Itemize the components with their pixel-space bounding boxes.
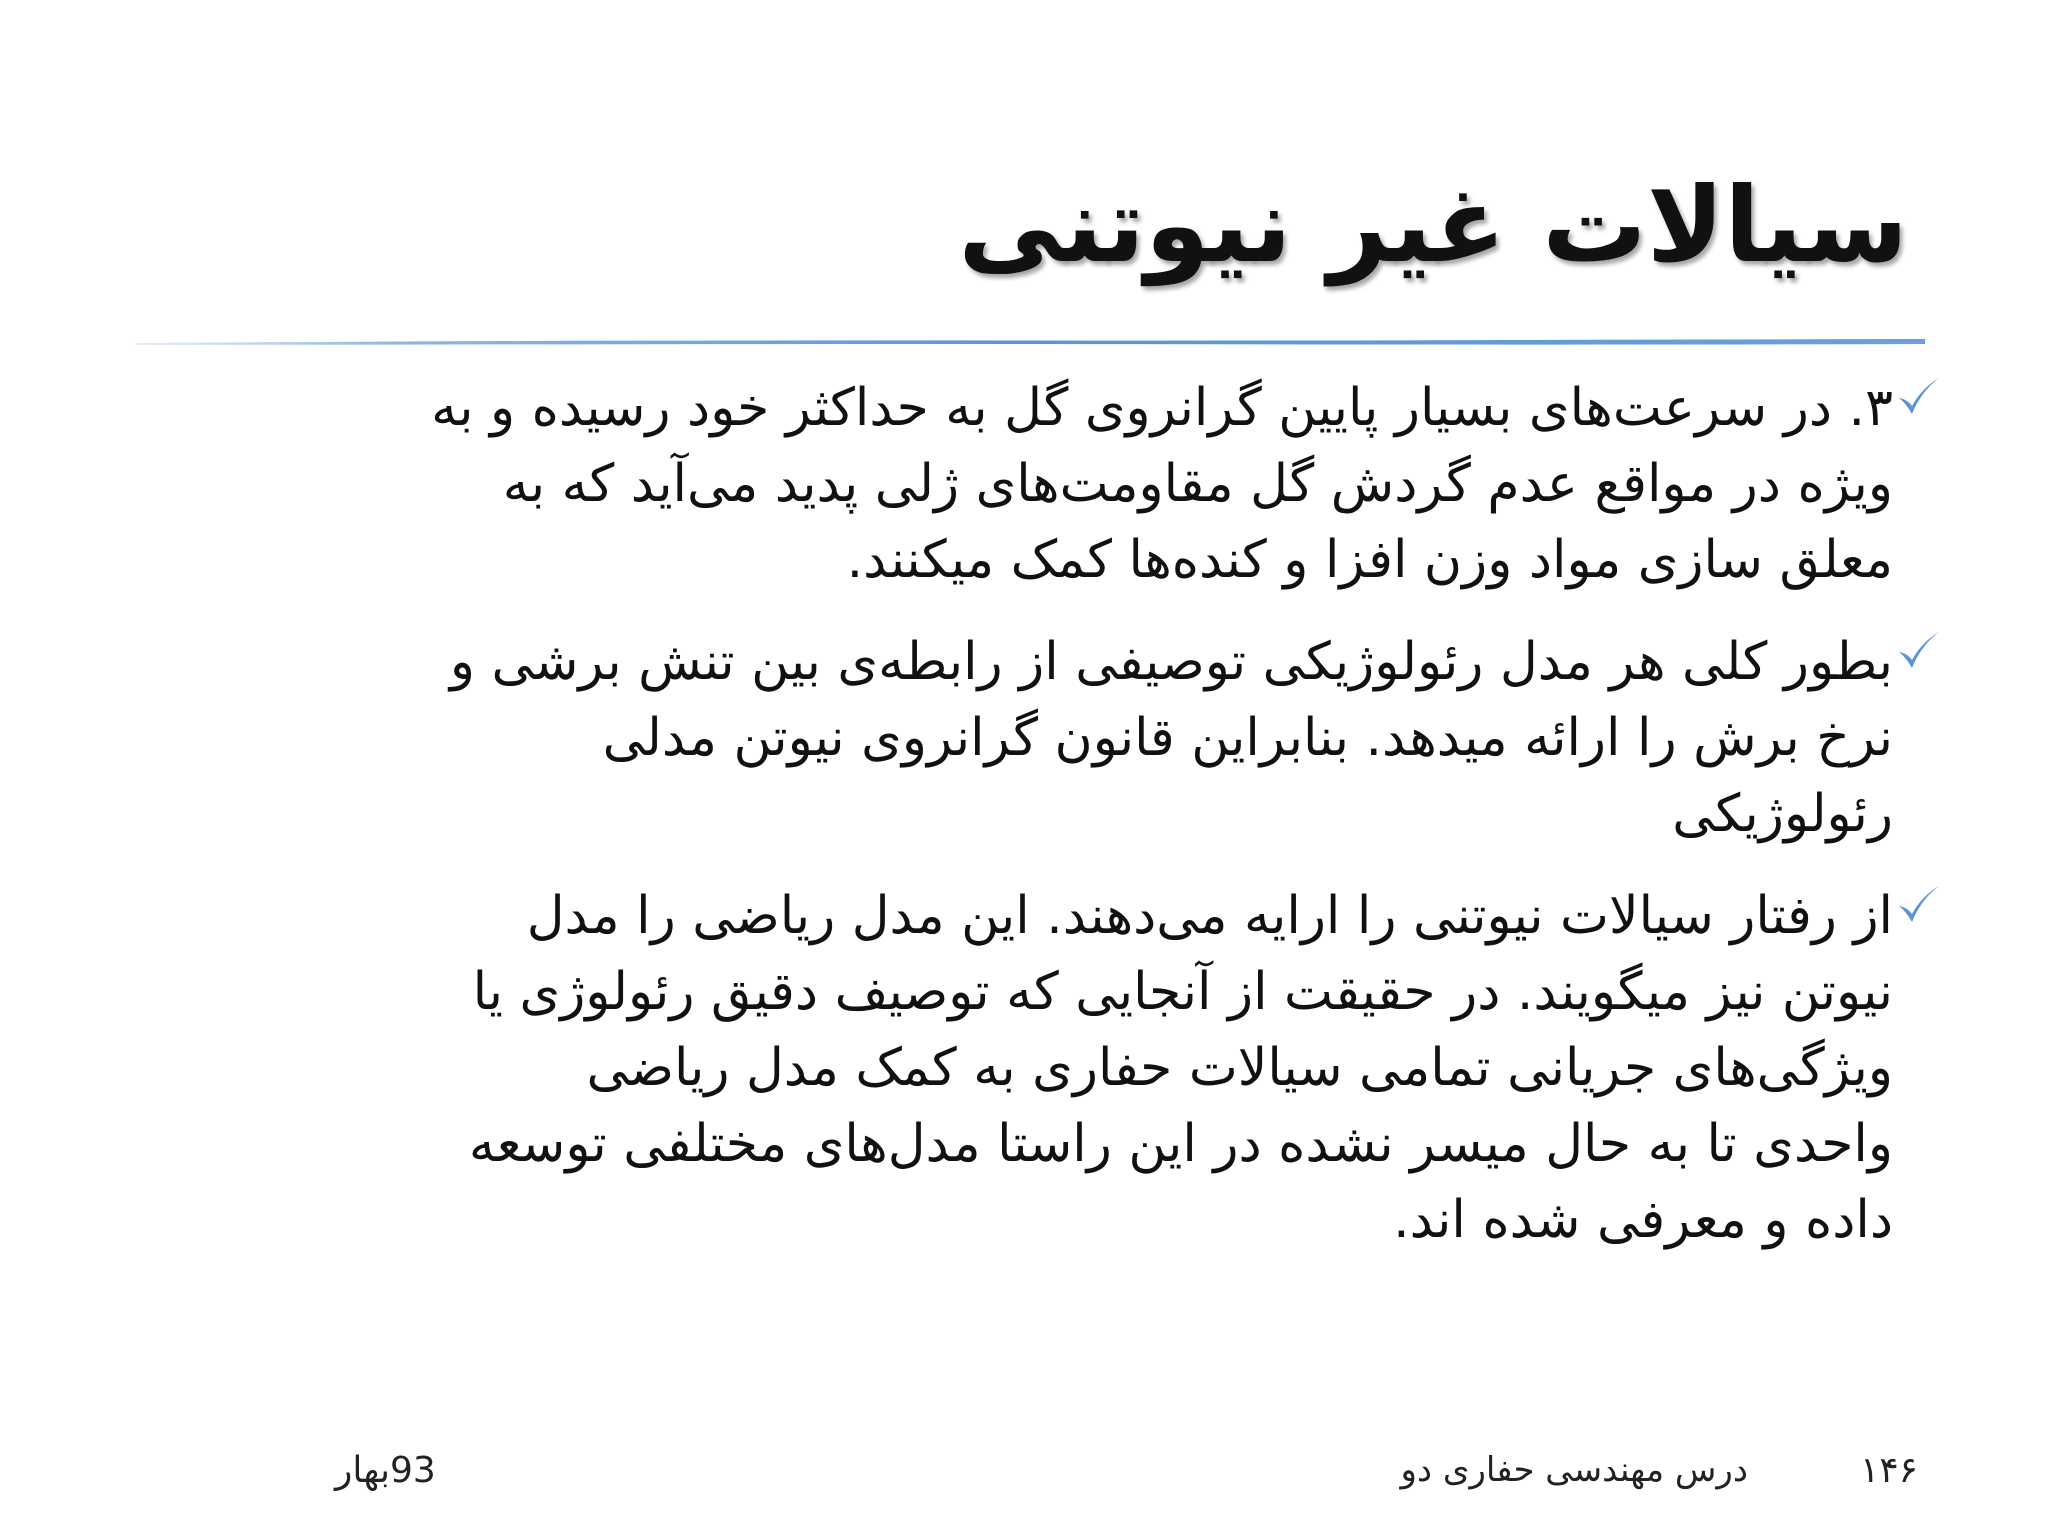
- footer-term: 93بهار: [335, 1450, 436, 1491]
- check-mark-icon: [1895, 882, 1941, 928]
- footer-page-number: ۱۴۶: [1859, 1450, 1918, 1491]
- bullet-text: بطور کلی هر مدل رئولوژیکی توصیفی از رابطه‌ی بین تنش برشی و نرخ برش را ارائه میدهد. بنابراین قانون گرانروی نیوتن مدلی رئولوژیکی: [449, 632, 1893, 844]
- bullet-item: [158, 878, 1893, 1258]
- bullet-item: [158, 370, 1893, 598]
- slide-title: سیالات غیر نیوتنی: [958, 164, 1908, 286]
- title-divider: [135, 336, 1925, 348]
- check-mark-icon: [1895, 628, 1941, 674]
- check-mark-icon: [1895, 374, 1941, 420]
- footer-course-name: درس مهندسی حفاری دو: [1400, 1450, 1748, 1490]
- bullet-text: از رفتار سیالات نیوتنی را ارایه می‌دهند. این مدل ریاضی را مدل نیوتن نیز میگویند. در حقیقت از آنجایی که توصیف دقیق رئولوژی یا ویژگی‌های جریانی تمامی سیالات حفاری به کمک مدل ریاضی واحدی تا به حال میسر نشده در این راستا مدل‌های مختلفی توسعه داده و معرفی شده اند.: [468, 886, 1893, 1250]
- bullet-text: ۳. در سرعت‌های بسیار پایین گرانروی گل به حداکثر خود رسیده و به ویژه در مواقع عدم گردش گل مقاومت‌های ژلی پدید می‌آید که به معلق سازی مواد وزن افزا و کنده‌ها کمک میکنند.: [431, 378, 1893, 590]
- slide-body: [158, 370, 1893, 1284]
- bullet-item: [158, 624, 1893, 852]
